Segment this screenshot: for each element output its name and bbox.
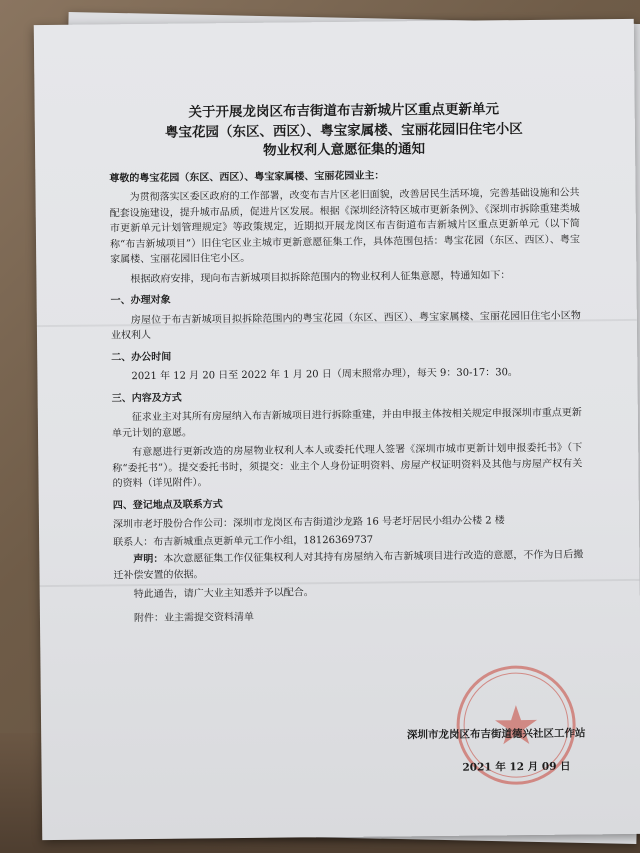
contact-person: 联系人：布吉新城重点更新单元工作小组，18126369737 <box>113 534 374 549</box>
intro-paragraph: 为贯彻落实区委区政府的工作部署，改变布吉片区老旧面貌，改善居民生活环境，完善基础设施和公共配套设施建设，提升城市品质，促进片区发展。根据《深圳经济特区城市更新条例》、《深圳市拆除重建类城市更新单元计划管理规定》等政策规定，近期拟开展龙岗区布吉街道布吉新城片区重点更新单元（以下简称“布吉新城项目”）旧住宅区业主城市更新意愿征集工作，具体范围包括：粤宝花园（东区、西区）、粤宝家属楼、宝丽花园旧住宅小区。 <box>109 187 581 266</box>
statement <box>113 548 583 584</box>
notice-title <box>109 99 580 163</box>
notice-paper <box>34 19 640 840</box>
section-text-1: 房屋位于布吉新城项目拟拆除范围内的粤宝花园（东区、西区）、粤宝家属楼、宝丽花园旧住宅小区物业权利人 <box>110 310 581 342</box>
contact-address: 深圳市老圩股份合作公司：深圳市龙岗区布吉街道沙龙路 16 号老圩居民小组办公楼 2 楼 <box>112 515 505 531</box>
issuer-name: 深圳市龙岗区布吉街道德兴社区工作站 <box>406 727 586 742</box>
section-heading-4: 四、登记地点及联系方式 <box>112 498 223 512</box>
issue-date: 2021 年 12 月 09 日 <box>462 760 571 774</box>
section-heading-2: 二、办公时间 <box>111 351 172 364</box>
statement-text: 本次意愿征集工作仅征集权利人对其持有房屋纳入布吉新城项目进行改造的意愿，不作为日后搬迁补偿安置的依据。 <box>113 549 584 582</box>
section-heading-1: 一、办理对象 <box>110 294 171 307</box>
attachment-note: 附件：业主需提交资料清单 <box>133 611 255 624</box>
section-text-2: 2021 年 12 月 20 日至 2022 年 1 月 20 日（周末照常办理），每天 9：30-17：30。 <box>131 367 518 383</box>
title-line-1: 关于开展龙岗区布吉街道布吉新城片区重点更新单元 <box>188 101 499 121</box>
notice-paragraph: 根据政府安排，现向布吉新城项目拟拆除范围内的物业权利人征集意愿，特通知如下： <box>130 269 511 285</box>
greeting: 尊敬的粤宝花园（东区、西区）、粤宝家属楼、宝丽花园业主： <box>109 170 385 185</box>
notice-content <box>109 99 584 626</box>
signature-block <box>386 725 606 775</box>
title-line-3: 物业权利人意愿征集的通知 <box>262 141 426 159</box>
statement-label: 声明： <box>133 554 164 566</box>
section-heading-3: 三、内容及方式 <box>111 392 182 405</box>
section-text-3a: 征求业主对其所有房屋纳入布吉新城项目进行拆除重建，并由申报主体按相关规定申报深圳市重点更新单元计划的意愿。 <box>111 407 582 440</box>
closing-line: 特此通告，请广大业主知悉并予以配合。 <box>133 587 314 601</box>
title-line-2: 粤宝花园（东区、西区）、粤宝家属楼、宝丽花园旧住宅小区 <box>164 120 523 141</box>
section-text-3b: 有意愿进行更新改造的房屋物业权利人本人或委托代理人签署《深圳市城市更新计划申报委托书》（下称“委托书”）。提交委托书时，须提交：业主个人身份证明资料、房屋产权证明资料及其他与房屋产权有关的资料（详见附件）。 <box>112 442 583 490</box>
